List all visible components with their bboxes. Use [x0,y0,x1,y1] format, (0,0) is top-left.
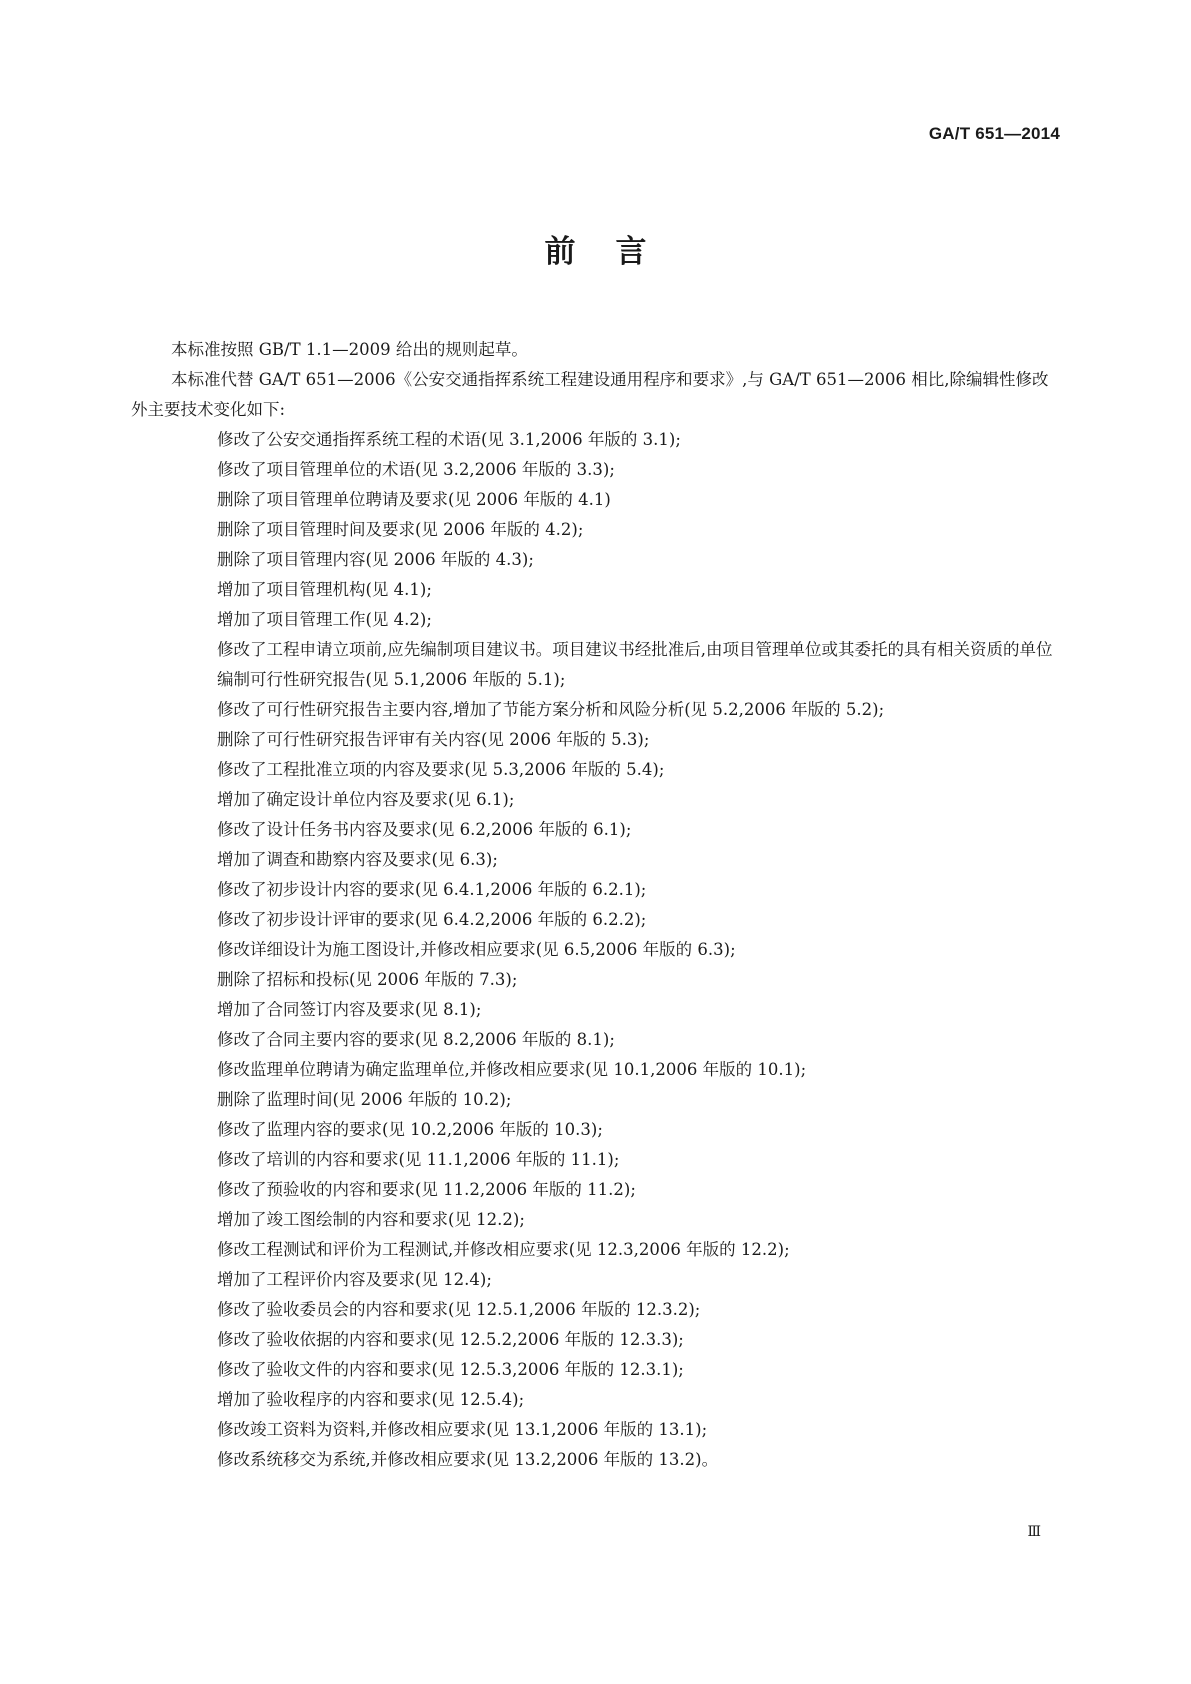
list-item [131,905,1063,935]
list-item-text: 修改了预验收的内容和要求(见 11.2,2006 年版的 11.2); [217,1180,636,1199]
list-item-text: 增加了验收程序的内容和要求(见 12.5.4); [217,1390,525,1409]
list-item [131,845,1063,875]
list-item-text: 修改了验收委员会的内容和要求(见 12.5.1,2006 年版的 12.3.2); [217,1300,701,1319]
list-item [131,425,1063,455]
list-item [131,725,1063,755]
list-item [131,1265,1063,1295]
list-item [131,1415,1063,1445]
list-item-text: 修改监理单位聘请为确定监理单位,并修改相应要求(见 10.1,2006 年版的 10.1); [217,1060,807,1079]
list-item [131,1445,1063,1475]
list-item [131,755,1063,785]
list-item-text: 修改了可行性研究报告主要内容,增加了节能方案分析和风险分析(见 5.2,2006 年版的 5.2); [217,700,885,719]
list-item-text: 修改工程测试和评价为工程测试,并修改相应要求(见 12.3,2006 年版的 12.2); [217,1240,790,1259]
list-item-text: 增加了项目管理机构(见 4.1); [217,580,432,599]
list-item [131,1175,1063,1205]
list-item [131,1085,1063,1115]
list-item-text: 修改了设计任务书内容及要求(见 6.2,2006 年版的 6.1); [217,820,632,839]
list-item [131,995,1063,1025]
list-item [131,875,1063,905]
list-item [131,695,1063,725]
foreword-body [131,335,1063,1475]
list-item-text: 修改了验收文件的内容和要求(见 12.5.3,2006 年版的 12.3.1); [217,1360,684,1379]
list-item [131,1205,1063,1235]
intro-paragraph-drafting-rules: 本标准按照 GB/T 1.1—2009 给出的规则起草。 [171,340,528,359]
list-item-text: 修改了合同主要内容的要求(见 8.2,2006 年版的 8.1); [217,1030,615,1049]
list-item [131,545,1063,575]
list-item-text: 修改了监理内容的要求(见 10.2,2006 年版的 10.3); [217,1120,603,1139]
list-item-text: 修改了项目管理单位的术语(见 3.2,2006 年版的 3.3); [217,460,615,479]
list-item [131,1025,1063,1055]
list-item [131,1385,1063,1415]
list-item-text: 修改了验收依据的内容和要求(见 12.5.2,2006 年版的 12.3.3); [217,1330,684,1349]
list-item-text: 增加了确定设计单位内容及要求(见 6.1); [217,790,515,809]
list-item [131,455,1063,485]
list-item [131,635,1063,695]
list-item [131,485,1063,515]
list-item-text: 修改详细设计为施工图设计,并修改相应要求(见 6.5,2006 年版的 6.3); [217,940,736,959]
intro-paragraph-replacement: 本标准代替 GA/T 651—2006《公安交通指挥系统工程建设通用程序和要求》,与 GA/T 651—2006 相比,除编辑性修改外主要技术变化如下: [131,370,1049,419]
document-code: GA/T 651—2014 [928,124,1060,143]
list-item [131,1355,1063,1385]
list-item [131,575,1063,605]
list-item [131,1115,1063,1145]
list-item [131,605,1063,635]
list-item-text: 修改了工程申请立项前,应先编制项目建议书。项目建议书经批准后,由项目管理单位或其委托的具有相关资质的单位编制可行性研究报告(见 5.1,2006 年版的 5.1); [217,640,1053,689]
list-item [131,515,1063,545]
list-item [131,1055,1063,1085]
list-item-text: 修改了公安交通指挥系统工程的术语(见 3.1,2006 年版的 3.1); [217,430,681,449]
list-item-text: 修改系统移交为系统,并修改相应要求(见 13.2,2006 年版的 13.2)。 [217,1450,719,1469]
list-item [131,1145,1063,1175]
list-item [131,965,1063,995]
list-item [131,785,1063,815]
list-item [131,1295,1063,1325]
list-item-text: 修改了工程批准立项的内容及要求(见 5.3,2006 年版的 5.4); [217,760,665,779]
list-item [131,935,1063,965]
list-item-text: 增加了合同签订内容及要求(见 8.1); [217,1000,482,1019]
list-item [131,815,1063,845]
list-item-text: 增加了工程评价内容及要求(见 12.4); [217,1270,492,1289]
list-item-text: 增加了竣工图绘制的内容和要求(见 12.2); [217,1210,525,1229]
list-item-text: 修改了培训的内容和要求(见 11.1,2006 年版的 11.1); [217,1150,620,1169]
list-item-text: 删除了项目管理内容(见 2006 年版的 4.3); [217,550,534,569]
list-item-text: 增加了项目管理工作(见 4.2); [217,610,432,629]
list-item [131,1235,1063,1265]
list-item-text: 修改了初步设计评审的要求(见 6.4.2,2006 年版的 6.2.2); [217,910,647,929]
list-item-text: 删除了监理时间(见 2006 年版的 10.2); [217,1090,512,1109]
list-item-text: 删除了项目管理单位聘请及要求(见 2006 年版的 4.1) [217,490,611,509]
list-item-text: 删除了招标和投标(见 2006 年版的 7.3); [217,970,518,989]
list-item-text: 删除了可行性研究报告评审有关内容(见 2006 年版的 5.3); [217,730,650,749]
list-item-text: 增加了调查和勘察内容及要求(见 6.3); [217,850,498,869]
list-item-text: 删除了项目管理时间及要求(见 2006 年版的 4.2); [217,520,584,539]
list-item [131,1325,1063,1355]
changes-list [131,425,1063,1475]
list-item-text: 修改了初步设计内容的要求(见 6.4.1,2006 年版的 6.2.1); [217,880,647,899]
page-number: Ⅲ [1027,1524,1041,1540]
list-item-text: 修改竣工资料为资料,并修改相应要求(见 13.1,2006 年版的 13.1); [217,1420,708,1439]
page-title: 前言 [544,234,687,270]
